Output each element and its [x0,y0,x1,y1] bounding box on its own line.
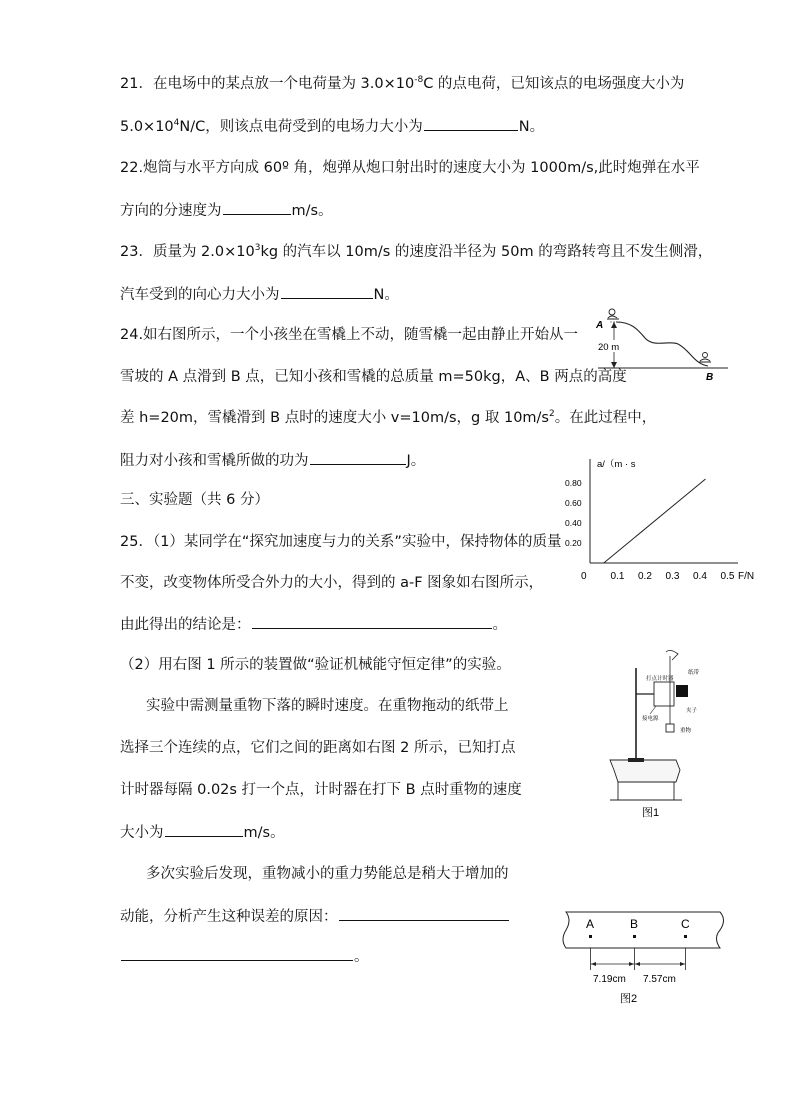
q25-line-2: 不变，改变物体所受合外力的大小，得到的 a-F 图象如右图所示， [120,575,544,591]
section-3-title: 三、实验题（共 6 分） [120,492,269,508]
x-tick-label: 0.3 [665,571,680,582]
answer-blank-21[interactable] [424,116,518,131]
child-sled-bottom-icon [703,353,708,358]
label-power: 接电源 [642,716,659,722]
sled-bottom-icon [699,359,711,362]
tape-point-a-label: A [586,917,595,931]
q25-line-8: 大小为 m/s。 [120,822,285,843]
figure-1-apparatus [606,650,706,822]
answer-blank-25-3b[interactable] [121,946,353,961]
q24-line-2: 雪坡的 A 点滑到 B 点，已知小孩和雪橇的总质量 m=50kg，A、B 两点的高度 [120,369,627,385]
label-weight: 重物 [680,728,692,734]
q25-line-6: 选择三个连续的点，它们之间的距离如右图 2 所示，已知打点 [120,740,516,756]
y-tick-label: 0.60 [565,498,582,508]
magnet-icon [676,685,688,697]
child-sled-icon [609,309,615,315]
answer-blank-25-3a[interactable] [339,906,509,921]
y-tick-label: 0.80 [565,478,582,488]
q24-line-1: 24.如右图所示，一个小孩坐在雪橇上不动，随雪橇一起由静止开始从一 [120,327,579,343]
tape-dot-b [633,935,636,938]
x-tick-label: 0 [581,571,587,582]
af-chart [560,455,765,585]
q23-line-1: 23．质量为 $2.0\times 10^3kg$ 的汽车以 10m/s 的速度沿半径为 50m 的弯路转弯且不发生侧滑， [120,243,713,260]
q21-line-1: 21．在电场中的某点放一个电荷量为 $3.0\times 10^{-8}C$ 的点电荷，已知该点的电场强度大小为 [120,75,685,92]
series-line [604,479,706,563]
weight-icon [666,724,674,732]
q25-line-1: 25．（1）某同学在“探究加速度与力的关系”实验中，保持物体的质量 [120,534,562,550]
x-tick-label: 0.5 [720,571,735,582]
q25-line-11: 。 [120,946,369,967]
x-tick-label: 0.2 [638,571,652,582]
q25-line-4: （2）用右图 1 所示的装置做“验证机械能守恒定律”的实验。 [120,657,511,673]
chart-y-label: a/（m · s [597,459,636,470]
label-timer: 打点计时器 [646,676,674,682]
q21-line-2: $5.0\times 10^4N/C$，则该点电荷受到的电场力大小为 N。 [120,118,545,135]
q24-line-3: 差 h=20m，雪橇滑到 B 点时的速度大小 v=10m/s，g 取 $10m/s^2$。在此过程中， [120,409,657,426]
slope-height-label: 20 m [598,342,620,353]
q24-line-4: 阻力对小孩和雪橇所做的功为 J。 [120,450,425,471]
answer-blank-25-1[interactable] [252,614,492,629]
tape-point-b-label: B [630,917,639,931]
x-tick-label: 0.4 [693,571,707,582]
answer-blank-23[interactable] [281,284,373,299]
q25-line-7: 计时器每隔 0.02s 打一个点，计时器在打下 B 点时重物的速度 [120,782,522,798]
q25-line-9: 多次实验后发现，重物减小的重力势能总是稍大于增加的 [146,866,509,882]
figure-2-caption: 图2 [620,993,638,1005]
slope-label-b: B [706,372,714,383]
q22-line-2: 方向的分速度为 m/s。 [120,200,333,221]
y-tick-label: 0.40 [565,518,582,528]
q25-line-3: 由此得出的结论是： 。 [120,614,507,635]
q25-line-5: 实验中需测量重物下落的瞬时速度。在重物拖动的纸带上 [146,698,509,714]
tape-dot-c [684,935,687,938]
answer-blank-25-2[interactable] [165,822,243,837]
sled-top-icon [607,316,619,319]
x-tick-label: 0.1 [610,571,625,582]
slope-figure [590,300,740,390]
chart-x-label: F/N [738,571,755,582]
label-clip: 夹子 [686,708,698,714]
q23-line-2: 汽车受到的向心力大小为 N。 [120,284,399,305]
tape-dot-a [589,935,592,938]
label-tape: 纸带 [688,670,700,676]
figure-1-caption: 图1 [642,807,660,819]
answer-blank-22[interactable] [223,200,291,215]
tape-point-c-label: C [681,917,690,931]
y-tick-label: 0.20 [565,538,582,548]
slope-label-a: A [596,320,604,331]
distance-ab: 7.19cm [593,974,626,985]
figure-2-tape [560,906,730,1010]
q22-line-1: 22.炮筒与水平方向成 60º 角，炮弹从炮口射出时的速度大小为 1000m/s,此时炮弹在水平 [120,160,700,176]
answer-blank-24[interactable] [310,450,406,465]
distance-bc: 7.57cm [643,974,676,985]
timer-icon [654,682,674,706]
q25-line-10: 动能，分析产生这种误差的原因： [120,906,510,927]
